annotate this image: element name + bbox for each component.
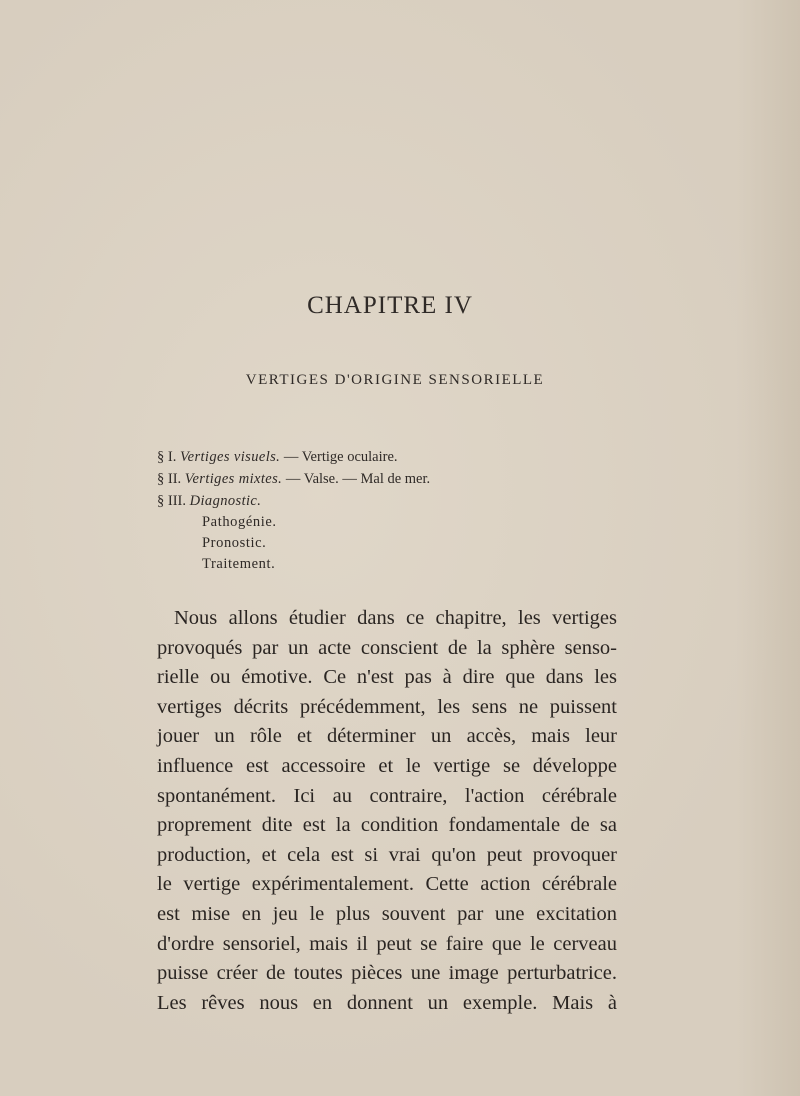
chapter-title: CHAPITRE IV [307, 292, 473, 319]
toc-sub-entry: Pathogénie. [202, 514, 277, 530]
text-line: est mise en jeu le plus souvent par une excitation [157, 902, 617, 925]
toc-title: Vertiges mixtes. [184, 471, 283, 487]
text-line: puisse créer de toutes pièces une image perturbatrice. [157, 962, 617, 985]
table-of-contents [157, 446, 430, 575]
toc-title: Diagnostic. [189, 493, 262, 509]
toc-entry [157, 490, 430, 512]
chapter-subtitle: VERTIGES D'ORIGINE SENSORIELLE [245, 372, 545, 388]
toc-rest: — Vertige oculaire. [283, 449, 398, 465]
text-line: d'ordre sensoriel, mais il peut se faire que le cerveau [157, 932, 617, 955]
text-line: influence est accessoire et le vertige se développe [157, 754, 617, 777]
toc-number: § II. [157, 471, 182, 487]
text-line: Nous allons étudier dans ce chapitre, les vertiges [174, 607, 617, 629]
toc-sub-entry: Traitement. [202, 556, 276, 572]
text-line: rielle ou émotive. Ce n'est pas à dire que dans les [157, 666, 617, 689]
text-line: vertiges décrits précédemment, les sens ne puissent [157, 695, 617, 718]
toc-sub-entry: Pronostic. [202, 535, 267, 551]
text-line: le vertige expérimentalement. Cette action cérébrale [157, 873, 617, 896]
text-line: Les rêves nous en donnent un exemple. Mais à [157, 991, 617, 1014]
toc-number: § III. [157, 493, 186, 509]
text-line: spontanément. Ici au contraire, l'action cérébrale [157, 784, 617, 807]
toc-title: Vertiges visuels. [179, 449, 281, 465]
toc-rest: — Valse. — Mal de mer. [285, 471, 431, 487]
toc-number: § I. [157, 449, 177, 465]
body-paragraph [157, 604, 617, 1018]
text-line: production, et cela est si vrai qu'on peut provoquer [157, 843, 617, 866]
toc-entry [157, 446, 430, 468]
text-line: proprement dite est la condition fondamentale de sa [157, 814, 617, 837]
text-line: jouer un rôle et déterminer un accès, mais leur [157, 725, 617, 748]
text-line: provoqués par un acte conscient de la sphère senso- [157, 636, 617, 659]
toc-entry [157, 468, 430, 490]
